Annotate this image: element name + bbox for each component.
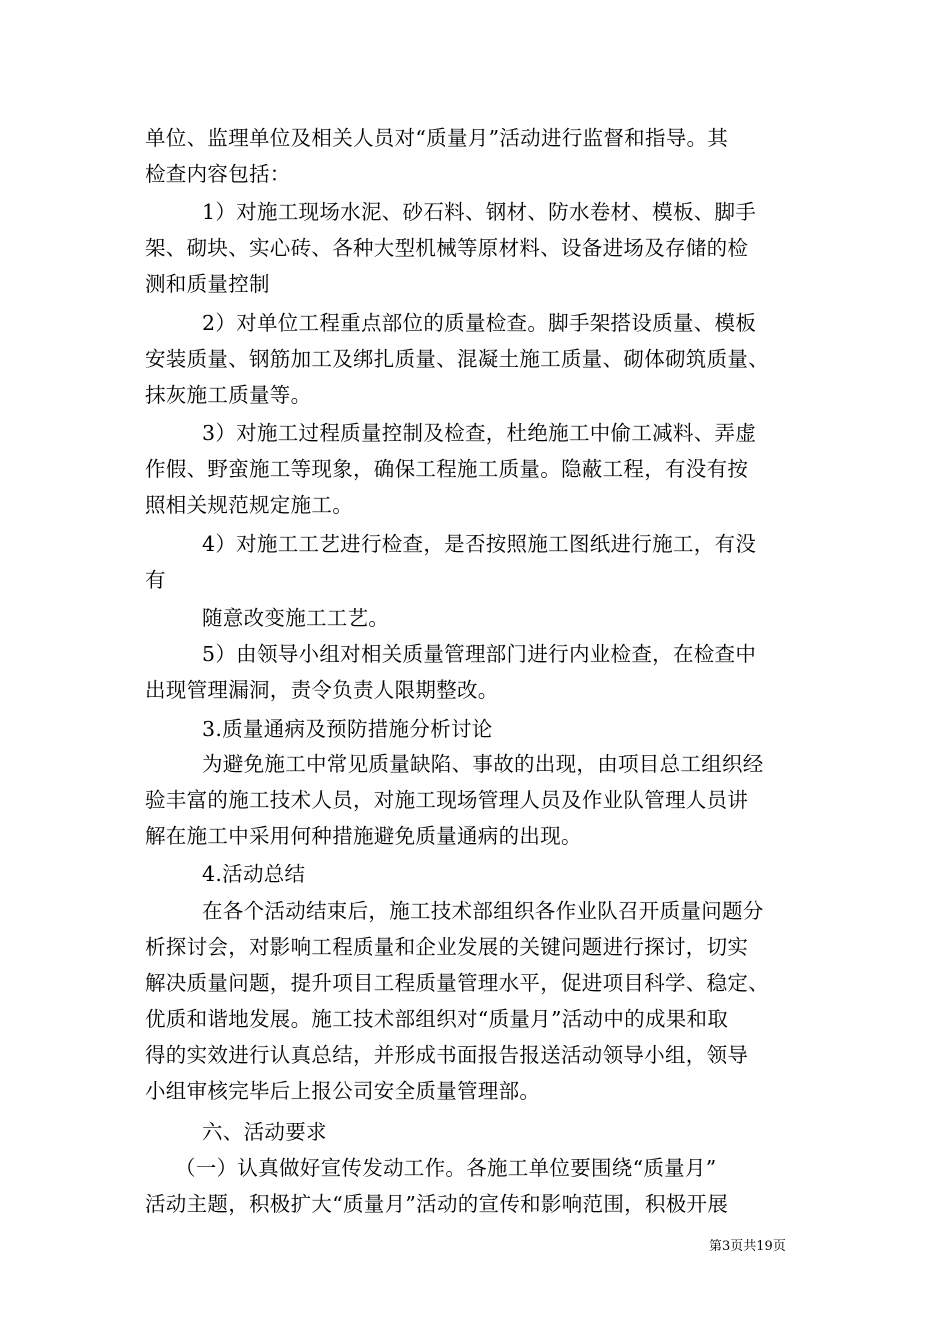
body-text-line: 安装质量、钢筋加工及绑扎质量、混凝土施工质量、砌体砌筑质量、: [145, 347, 769, 371]
page-footer: 第3页共19页: [709, 1239, 786, 1254]
list-item-3: 3）对施工过程质量控制及检查，杜绝施工中偷工减料、弄虚: [202, 421, 757, 445]
body-text-line: 活动主题，积极扩大“质量月”活动的宣传和影响范围，积极开展: [145, 1192, 729, 1216]
body-text-line: 解在施工中采用何种措施避免质量通病的出现。: [145, 824, 582, 848]
body-text-line: 验丰富的施工技术人员，对施工现场管理人员及作业队管理人员讲: [145, 788, 749, 812]
body-text-line: 单位、监理单位及相关人员对“质量月”活动进行监督和指导。其: [145, 126, 729, 150]
body-text-line: 小组审核完毕后上报公司安全质量管理部。: [145, 1079, 541, 1103]
body-text-line: 照相关规范规定施工。: [145, 493, 353, 517]
body-text-line: 解决质量问题，提升项目工程质量管理水平，促进项目科学、稳定、: [145, 971, 769, 995]
body-text-line: 抹灰施工质量等。: [145, 383, 312, 407]
section-heading-4: 4.活动总结: [202, 862, 306, 886]
body-text-line: 有: [145, 568, 166, 592]
body-text-line: 析探讨会，对影响工程质量和企业发展的关键问题进行探讨，切实: [145, 935, 749, 959]
body-text-line: 为避免施工中常见质量缺陷、事故的出现，由项目总工组织经: [202, 752, 764, 776]
body-text-line: 作假、野蛮施工等现象，确保工程施工质量。隐蔽工程，有没有按: [145, 457, 749, 481]
body-text-line: 检查内容包括：: [145, 162, 291, 186]
body-text-line: 随意改变施工工艺。: [202, 606, 390, 630]
body-text-line: （一）认真做好宣传发动工作。各施工单位要围绕“质量月”: [175, 1156, 717, 1180]
body-text-line: 架、砌块、实心砖、各种大型机械等原材料、设备进场及存储的检: [145, 236, 749, 260]
section-heading-6: 六、活动要求: [202, 1120, 327, 1144]
list-item-5: 5）由领导小组对相关质量管理部门进行内业检查，在检查中: [202, 642, 757, 666]
body-text-line: 优质和谐地发展。施工技术部组织对“质量月”活动中的成果和取: [145, 1007, 729, 1031]
body-text-line: 得的实效进行认真总结，并形成书面报告报送活动领导小组，领导: [145, 1043, 749, 1067]
body-text-line: 测和质量控制: [145, 272, 270, 296]
body-text-line: 在各个活动结束后，施工技术部组织各作业队召开质量问题分: [202, 899, 764, 923]
list-item-4: 4）对施工工艺进行检查，是否按照施工图纸进行施工，有没: [202, 532, 757, 556]
list-item-2: 2）对单位工程重点部位的质量检查。脚手架搭设质量、模板: [202, 311, 757, 335]
body-text-line: 出现管理漏洞，责令负责人限期整改。: [145, 678, 499, 702]
list-item-1: 1）对施工现场水泥、砂石料、钢材、防水卷材、模板、脚手: [202, 200, 757, 224]
section-heading-3: 3.质量通病及预防措施分析讨论: [202, 717, 493, 741]
